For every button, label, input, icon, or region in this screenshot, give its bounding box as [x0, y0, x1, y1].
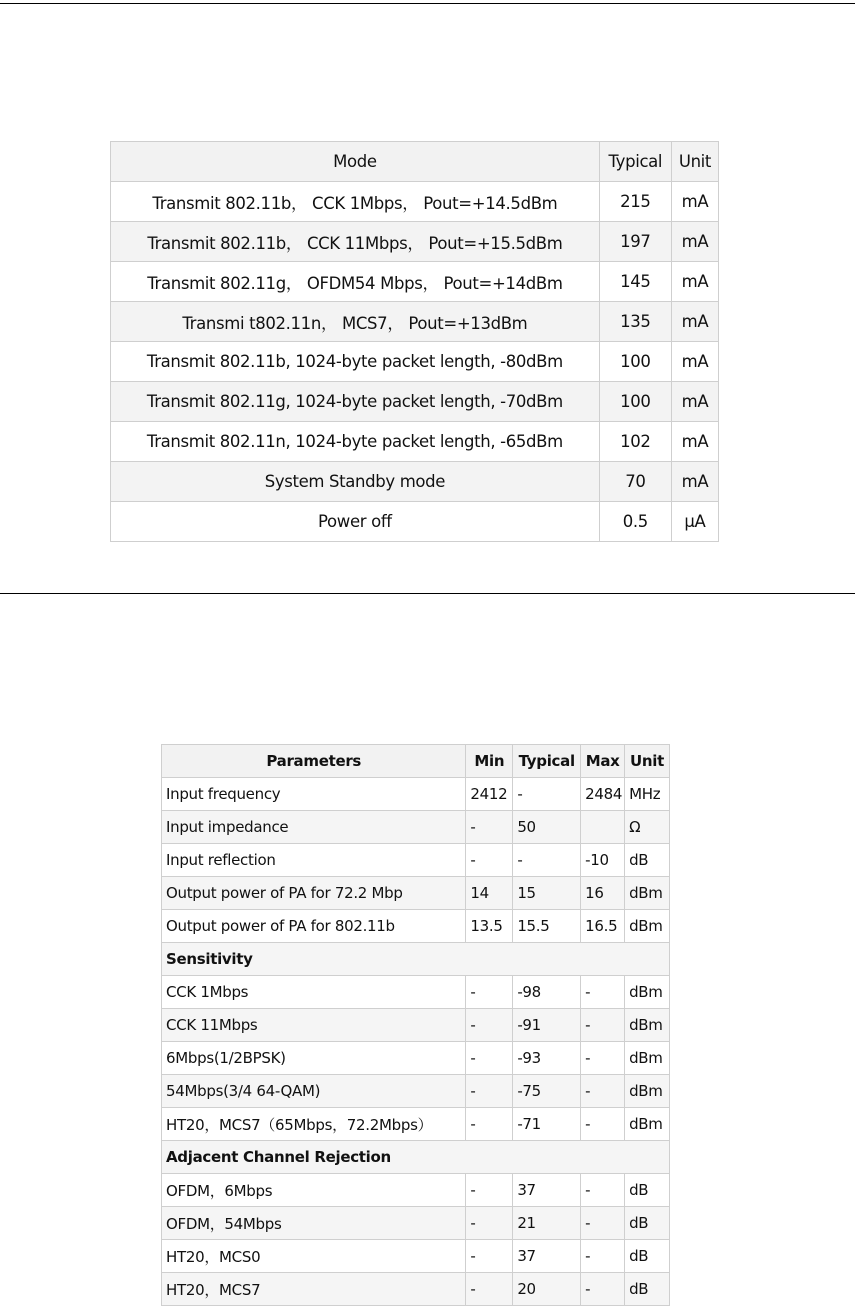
cell-max: - — [581, 1240, 625, 1273]
cell-parameter: 54Mbps(3/4 64-QAM) — [162, 1075, 466, 1108]
header-min: Min — [466, 745, 513, 778]
middle-divider — [0, 593, 855, 594]
cell-mode: Transmit 802.11n, 1024-byte packet length, -65dBm — [111, 422, 600, 462]
cell-unit: μA — [671, 502, 718, 542]
table-row — [111, 182, 719, 222]
cell-typical: 15 — [513, 877, 581, 910]
cell-typical: 100 — [599, 382, 671, 422]
cell-typical: 100 — [599, 342, 671, 382]
table-row — [162, 976, 670, 1009]
cell-max: -10 — [581, 844, 625, 877]
cell-parameter: CCK 11Mbps — [162, 1009, 466, 1042]
section-title: Sensitivity — [162, 943, 670, 976]
cell-mode: Transmit 802.11g, 1024-byte packet length, -70dBm — [111, 382, 600, 422]
cell-max: - — [581, 1273, 625, 1306]
cell-unit: mA — [671, 302, 718, 342]
cell-parameter: HT20，MCS7（65Mbps，72.2Mbps） — [162, 1108, 466, 1141]
cell-max: 2484 — [581, 778, 625, 811]
cell-parameter: 6Mbps(1/2BPSK) — [162, 1042, 466, 1075]
cell-parameter: Input reflection — [162, 844, 466, 877]
cell-mode: Transmit 802.11b, 1024-byte packet length, -80dBm — [111, 342, 600, 382]
top-divider — [0, 3, 855, 4]
cell-typical: 70 — [599, 462, 671, 502]
cell-unit: mA — [671, 382, 718, 422]
table-row — [162, 1273, 670, 1306]
cell-min: 14 — [466, 877, 513, 910]
cell-unit: dBm — [625, 910, 670, 943]
section-header-row — [162, 1141, 670, 1174]
table-row — [162, 1240, 670, 1273]
cell-min: - — [466, 976, 513, 1009]
table-row — [111, 382, 719, 422]
cell-unit: dB — [625, 1207, 670, 1240]
cell-parameter: Output power of PA for 802.11b — [162, 910, 466, 943]
cell-typical: 37 — [513, 1240, 581, 1273]
cell-unit: dBm — [625, 1108, 670, 1141]
cell-mode: Transmit 802.11b， CCK 11Mbps， Pout=+15.5dBm — [111, 222, 600, 262]
table-row — [162, 811, 670, 844]
cell-typical: 135 — [599, 302, 671, 342]
cell-typical: - — [513, 778, 581, 811]
table-row — [111, 462, 719, 502]
table-header-row — [111, 142, 719, 182]
cell-unit: dBm — [625, 877, 670, 910]
header-typical: Typical — [513, 745, 581, 778]
table-row — [111, 422, 719, 462]
cell-typical: 37 — [513, 1174, 581, 1207]
table-row — [111, 302, 719, 342]
cell-typical: -71 — [513, 1108, 581, 1141]
table-row — [162, 778, 670, 811]
cell-parameter: Input frequency — [162, 778, 466, 811]
cell-mode: Power off — [111, 502, 600, 542]
table-row — [162, 1174, 670, 1207]
cell-min: - — [466, 811, 513, 844]
cell-min: - — [466, 1075, 513, 1108]
cell-unit: dB — [625, 844, 670, 877]
cell-typical: -75 — [513, 1075, 581, 1108]
cell-min: 2412 — [466, 778, 513, 811]
cell-unit: dBm — [625, 1009, 670, 1042]
cell-parameter: OFDM，6Mbps — [162, 1174, 466, 1207]
cell-parameter: OFDM，54Mbps — [162, 1207, 466, 1240]
cell-unit: dB — [625, 1240, 670, 1273]
cell-unit: mA — [671, 422, 718, 462]
cell-mode: Transmi t802.11n， MCS7， Pout=+13dBm — [111, 302, 600, 342]
cell-parameter: CCK 1Mbps — [162, 976, 466, 1009]
cell-mode: System Standby mode — [111, 462, 600, 502]
table-row — [111, 342, 719, 382]
cell-typical: 0.5 — [599, 502, 671, 542]
table-row — [162, 844, 670, 877]
cell-typical: 145 — [599, 262, 671, 302]
cell-typical: 215 — [599, 182, 671, 222]
cell-max: - — [581, 1009, 625, 1042]
cell-typical: 20 — [513, 1273, 581, 1306]
cell-unit: dBm — [625, 1075, 670, 1108]
cell-typical: -91 — [513, 1009, 581, 1042]
cell-unit: dB — [625, 1273, 670, 1306]
cell-unit: mA — [671, 342, 718, 382]
cell-min: - — [466, 1207, 513, 1240]
cell-max: 16 — [581, 877, 625, 910]
cell-unit: mA — [671, 222, 718, 262]
cell-typical: 50 — [513, 811, 581, 844]
table-row — [111, 222, 719, 262]
cell-min: - — [466, 1009, 513, 1042]
cell-typical: -98 — [513, 976, 581, 1009]
cell-min: - — [466, 1174, 513, 1207]
table-row — [162, 910, 670, 943]
cell-parameter: Input impedance — [162, 811, 466, 844]
cell-max: - — [581, 1075, 625, 1108]
table-row — [162, 1042, 670, 1075]
table-row — [162, 877, 670, 910]
cell-parameter: Output power of PA for 72.2 Mbp — [162, 877, 466, 910]
header-unit: Unit — [625, 745, 670, 778]
cell-typical: -93 — [513, 1042, 581, 1075]
table-row — [162, 1009, 670, 1042]
cell-min: - — [466, 1240, 513, 1273]
table-row — [162, 1108, 670, 1141]
cell-min: - — [466, 1273, 513, 1306]
cell-typical: 197 — [599, 222, 671, 262]
cell-unit: dB — [625, 1174, 670, 1207]
cell-parameter: HT20，MCS0 — [162, 1240, 466, 1273]
cell-min: - — [466, 1108, 513, 1141]
cell-max: 16.5 — [581, 910, 625, 943]
cell-unit: mA — [671, 462, 718, 502]
cell-unit: dBm — [625, 1042, 670, 1075]
cell-max: - — [581, 1042, 625, 1075]
table-row — [111, 262, 719, 302]
table-row — [162, 1207, 670, 1240]
header-max: Max — [581, 745, 625, 778]
cell-typical: 15.5 — [513, 910, 581, 943]
table-row — [162, 1075, 670, 1108]
cell-min: - — [466, 1042, 513, 1075]
cell-unit: MHz — [625, 778, 670, 811]
rf-parameters-table — [161, 744, 670, 1306]
section-header-row — [162, 943, 670, 976]
cell-unit: mA — [671, 182, 718, 222]
header-parameters: Parameters — [162, 745, 466, 778]
table-row — [111, 502, 719, 542]
cell-max: - — [581, 1207, 625, 1240]
cell-max: - — [581, 1108, 625, 1141]
cell-unit: dBm — [625, 976, 670, 1009]
cell-typical: 102 — [599, 422, 671, 462]
cell-max: - — [581, 976, 625, 1009]
header-unit: Unit — [671, 142, 718, 182]
cell-unit: mA — [671, 262, 718, 302]
cell-min: 13.5 — [466, 910, 513, 943]
table-header-row — [162, 745, 670, 778]
cell-min: - — [466, 844, 513, 877]
section-title: Adjacent Channel Rejection — [162, 1141, 670, 1174]
cell-max — [581, 811, 625, 844]
cell-parameter: HT20，MCS7 — [162, 1273, 466, 1306]
cell-typical: - — [513, 844, 581, 877]
cell-unit: Ω — [625, 811, 670, 844]
cell-typical: 21 — [513, 1207, 581, 1240]
cell-mode: Transmit 802.11b， CCK 1Mbps， Pout=+14.5dBm — [111, 182, 600, 222]
cell-mode: Transmit 802.11g， OFDM54 Mbps， Pout=+14dBm — [111, 262, 600, 302]
cell-max: - — [581, 1174, 625, 1207]
current-consumption-table — [110, 141, 719, 542]
header-typical: Typical — [599, 142, 671, 182]
header-mode: Mode — [111, 142, 600, 182]
